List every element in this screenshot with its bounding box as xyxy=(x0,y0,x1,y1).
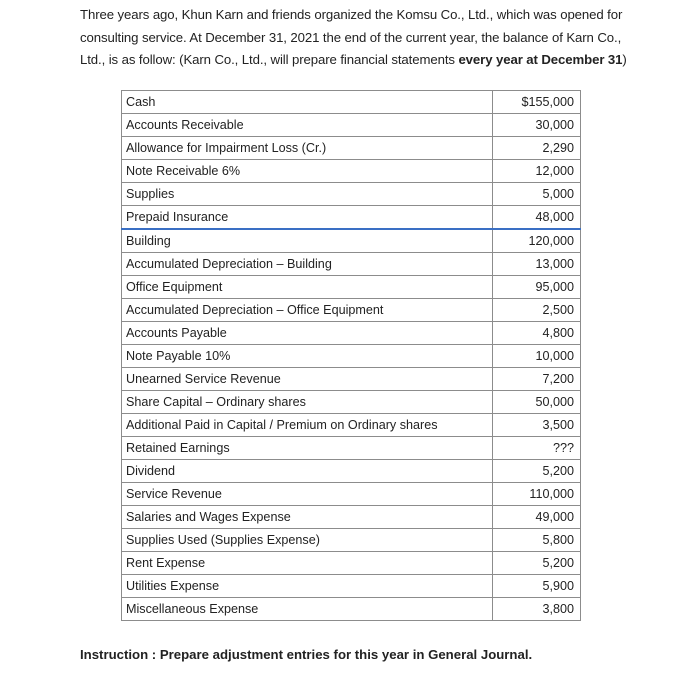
account-name: Supplies Used (Supplies Expense) xyxy=(122,529,493,552)
problem-statement xyxy=(80,4,640,72)
account-name: Dividend xyxy=(122,460,493,483)
account-amount: 5,200 xyxy=(493,552,581,575)
account-name: Cash xyxy=(122,91,493,114)
table-row xyxy=(122,137,581,160)
account-amount: 110,000 xyxy=(493,483,581,506)
table-row xyxy=(122,598,581,621)
account-amount: 95,000 xyxy=(493,276,581,299)
account-amount: 50,000 xyxy=(493,391,581,414)
account-name: Accounts Payable xyxy=(122,322,493,345)
table-row xyxy=(122,483,581,506)
account-name: Utilities Expense xyxy=(122,575,493,598)
table-row xyxy=(122,91,581,114)
instruction-text: Instruction : Prepare adjustment entries for this year in General Journal. xyxy=(80,647,533,662)
account-amount: 5,200 xyxy=(493,460,581,483)
intro-text-end: ) xyxy=(622,52,627,67)
account-name: Rent Expense xyxy=(122,552,493,575)
table-row xyxy=(122,253,581,276)
table-row xyxy=(122,183,581,206)
account-name: Note Receivable 6% xyxy=(122,160,493,183)
account-name: Accounts Receivable xyxy=(122,114,493,137)
account-amount: 12,000 xyxy=(493,160,581,183)
table-row xyxy=(122,414,581,437)
account-amount: 5,000 xyxy=(493,183,581,206)
table-row xyxy=(122,368,581,391)
account-amount: 13,000 xyxy=(493,253,581,276)
intro-emphasis: every year at December 31 xyxy=(458,52,623,67)
account-name: Service Revenue xyxy=(122,483,493,506)
account-name: Miscellaneous Expense xyxy=(122,598,493,621)
table-row xyxy=(122,160,581,183)
account-amount: 30,000 xyxy=(493,114,581,137)
table-row xyxy=(122,229,581,253)
account-amount: $155,000 xyxy=(493,91,581,114)
account-name: Retained Earnings xyxy=(122,437,493,460)
table-row xyxy=(122,506,581,529)
account-amount: 48,000 xyxy=(493,206,581,230)
account-rows xyxy=(122,91,581,621)
table-row xyxy=(122,460,581,483)
account-amount: 2,290 xyxy=(493,137,581,160)
account-amount: 10,000 xyxy=(493,345,581,368)
account-amount: 5,800 xyxy=(493,529,581,552)
account-amount: 120,000 xyxy=(493,229,581,253)
account-name: Office Equipment xyxy=(122,276,493,299)
account-name: Allowance for Impairment Loss (Cr.) xyxy=(122,137,493,160)
account-amount: ??? xyxy=(493,437,581,460)
table-row xyxy=(122,437,581,460)
account-name: Additional Paid in Capital / Premium on Ordinary shares xyxy=(122,414,493,437)
table-row xyxy=(122,114,581,137)
table-row xyxy=(122,299,581,322)
table-row xyxy=(122,575,581,598)
account-balances-table xyxy=(121,90,581,621)
intro-text: Three years ago, Khun Karn and friends organized the Komsu Co., Ltd., which was opened for consulting service. At December 31, 2021 the end of the current year, the balance of Karn Co., Ltd., is as follow: (Karn Co., Ltd., will prepare financial statements xyxy=(80,7,623,67)
table-row xyxy=(122,206,581,230)
account-name: Accumulated Depreciation – Building xyxy=(122,253,493,276)
account-name: Building xyxy=(122,229,493,253)
account-name: Supplies xyxy=(122,183,493,206)
table-row xyxy=(122,552,581,575)
account-name: Accumulated Depreciation – Office Equipment xyxy=(122,299,493,322)
account-amount: 7,200 xyxy=(493,368,581,391)
table-row xyxy=(122,276,581,299)
account-name: Prepaid Insurance xyxy=(122,206,493,230)
account-amount: 49,000 xyxy=(493,506,581,529)
table-row xyxy=(122,391,581,414)
account-amount: 2,500 xyxy=(493,299,581,322)
account-name: Note Payable 10% xyxy=(122,345,493,368)
account-amount: 4,800 xyxy=(493,322,581,345)
table-row xyxy=(122,322,581,345)
table-row xyxy=(122,529,581,552)
account-amount: 3,500 xyxy=(493,414,581,437)
account-amount: 5,900 xyxy=(493,575,581,598)
account-name: Unearned Service Revenue xyxy=(122,368,493,391)
account-name: Share Capital – Ordinary shares xyxy=(122,391,493,414)
account-name: Salaries and Wages Expense xyxy=(122,506,493,529)
table-row xyxy=(122,345,581,368)
account-amount: 3,800 xyxy=(493,598,581,621)
